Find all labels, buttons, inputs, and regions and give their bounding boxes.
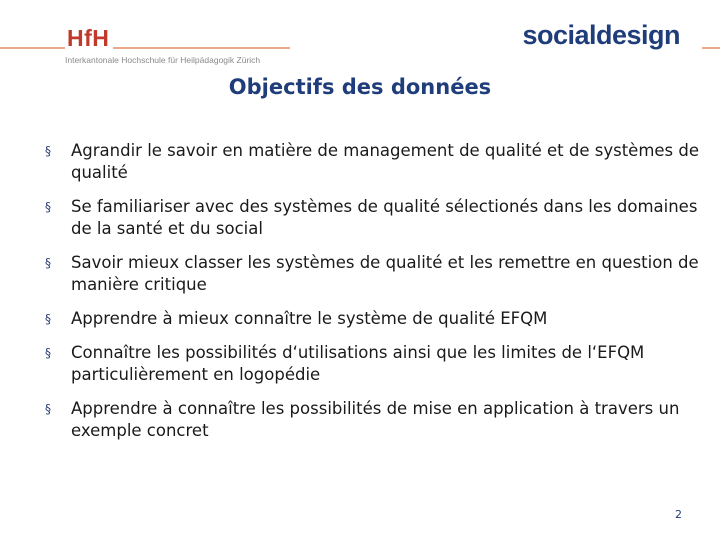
- bullet-text: Agrandir le savoir en matière de management de qualité et de systèmes de qualité: [71, 141, 700, 182]
- bullet-marker: §: [45, 144, 51, 158]
- page-title: Objectifs des données: [228, 75, 492, 99]
- bullet-text: Connaître les possibilités d‘utilisations ainsi que les limites de l‘EFQM particulièrement en logopédie: [71, 343, 645, 384]
- hfh-logo: HfH: [65, 25, 113, 52]
- bullet-text: Se familiariser avec des systèmes de qualité sélectionés dans les domaines de la santé et du social: [71, 197, 698, 238]
- bullet-marker: §: [45, 346, 51, 360]
- bullet-text: Apprendre à mieux connaître le système de qualité EFQM: [71, 309, 548, 328]
- list-item: [45, 398, 705, 442]
- bullet-marker: §: [45, 402, 51, 416]
- bullet-text: Savoir mieux classer les systèmes de qualité et les remettre en question de manière critique: [71, 253, 699, 294]
- list-item: [45, 140, 705, 184]
- bullet-marker: §: [45, 256, 51, 270]
- bullet-list: [45, 140, 705, 454]
- list-item: [45, 308, 705, 330]
- bullet-marker: §: [45, 312, 51, 326]
- bullet-text: Apprendre à connaître les possibilités de mise en application à travers un exemple concret: [71, 399, 680, 440]
- list-item: [45, 196, 705, 240]
- socialdesign-logo: socialdesign: [522, 20, 680, 50]
- bullet-marker: §: [45, 200, 51, 214]
- hfh-subtitle: Interkantonale Hochschule für Heilpädagogik Zürich: [65, 55, 261, 65]
- list-item: [45, 252, 705, 296]
- page-number: 2: [675, 508, 682, 521]
- list-item: [45, 342, 705, 386]
